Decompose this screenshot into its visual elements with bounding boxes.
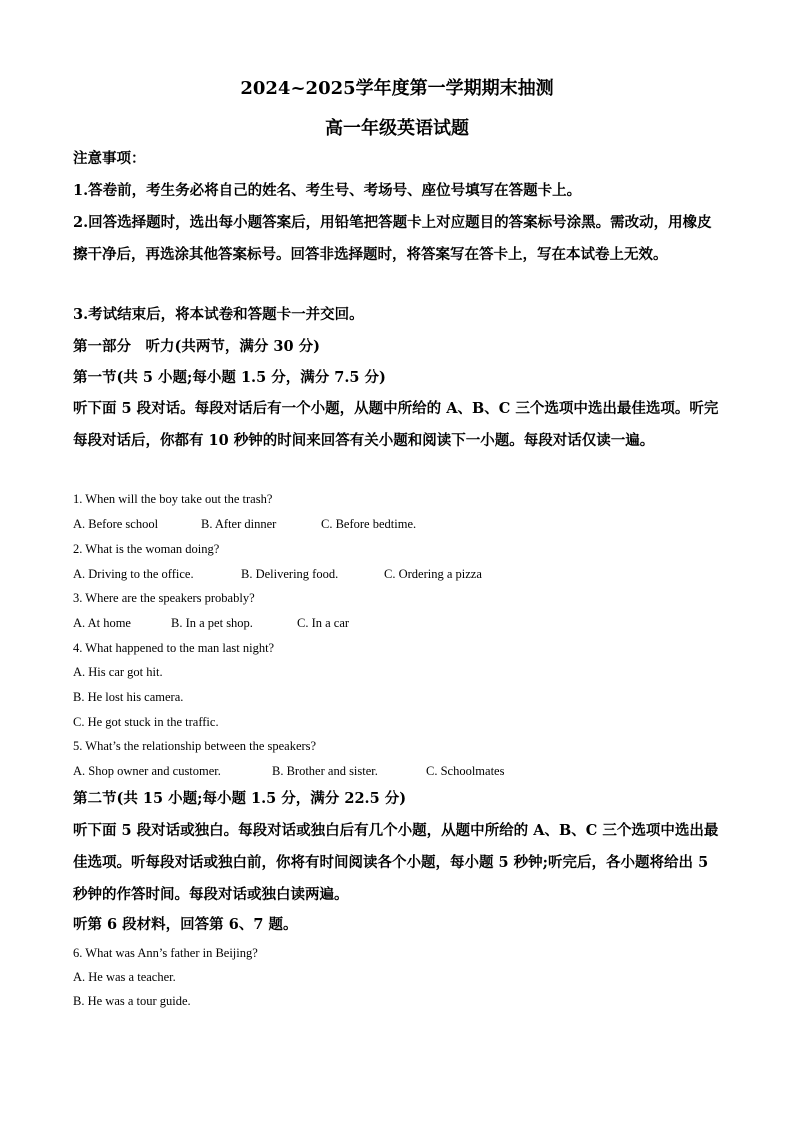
note-3: 3.考试结束后，将本试卷和答题卡一并交回。 <box>73 306 364 323</box>
question-4-option-b: B. He lost his camera. <box>73 690 184 704</box>
option-a: A. At home <box>73 616 131 630</box>
question-3-stem: 3. Where are the speakers probably? <box>73 591 255 605</box>
question-5-stem: 5. What’s the relationship between the speakers? <box>73 739 317 753</box>
question-4-stem: 4. What happened to the man last night? <box>73 641 275 655</box>
note-2: 2.回答选择题时，选出每小题答案后，用铅笔把答题卡上对应题目的答案标号涂黑。需改动，用橡皮擦干净后，再选涂其他答案标号。回答非选择题时，将答案写在答卡上，写在本试卷上无效。 <box>73 214 712 263</box>
option-a: A. Driving to the office. <box>73 567 194 581</box>
notes-header: 注意事项： <box>73 150 146 167</box>
question-3-options <box>73 614 349 632</box>
question-6-option-b: B. He was a tour guide. <box>73 994 191 1008</box>
option-a: A. Shop owner and customer. <box>73 764 221 778</box>
passage-6-header: 听第 6 段材料，回答第 6、7 题。 <box>73 916 298 933</box>
exam-title: 2024~2025学年度第一学期期末抽测 <box>240 78 554 99</box>
section2-instructions: 听下面 5 段对话或独白。每段对话或独白后有几个小题，从题中所给的 A、B、C 三个选项中选出最佳选项。听每段对话或独白前，你将有时间阅读各个小题，每小题 5 秒钟;听完后，各小题将给出 5 秒钟的作答时间。每段对话或独白读两遍。 <box>73 822 719 903</box>
question-4-option-c: C. He got stuck in the traffic. <box>73 715 219 729</box>
option-b: B. Delivering food. <box>241 567 339 581</box>
option-c: C. In a car <box>297 616 350 630</box>
option-b: B. Brother and sister. <box>272 764 378 778</box>
option-c: C. Ordering a pizza <box>384 567 482 581</box>
section1-header: 第一节(共 5 小题;每小题 1.5 分，满分 7.5 分) <box>73 369 386 386</box>
question-1-options <box>73 515 416 533</box>
question-6-option-a: A. He was a teacher. <box>73 970 176 984</box>
note-1: 1.答卷前，考生务必将自己的姓名、考生号、考场号、座位号填写在答题卡上。 <box>73 182 582 199</box>
question-2-stem: 2. What is the woman doing? <box>73 542 220 556</box>
part1-header: 第一部分 听力(共两节，满分 30 分) <box>73 338 320 355</box>
option-a: A. Before school <box>73 517 159 531</box>
section1-instructions: 听下面 5 段对话。每段对话后有一个小题，从题中所给的 A、B、C 三个选项中选出最佳选项。听完每段对话后，你都有 10 秒钟的时间来回答有关小题和阅读下一小题。每段对话仅读一遍。 <box>73 400 719 449</box>
exam-subtitle: 高一年级英语试题 <box>325 118 469 139</box>
question-2-options <box>73 565 482 583</box>
option-b: B. After dinner <box>201 517 277 531</box>
option-b: B. In a pet shop. <box>171 616 253 630</box>
option-c: C. Before bedtime. <box>321 517 417 531</box>
question-5-options <box>73 762 504 780</box>
question-6-stem: 6. What was Ann’s father in Beijing? <box>73 946 258 960</box>
question-4-option-a: A. His car got hit. <box>73 665 163 679</box>
option-c: C. Schoolmates <box>426 764 505 778</box>
question-1-stem: 1. When will the boy take out the trash? <box>73 492 273 506</box>
section2-header: 第二节(共 15 小题;每小题 1.5 分，满分 22.5 分) <box>73 790 407 807</box>
